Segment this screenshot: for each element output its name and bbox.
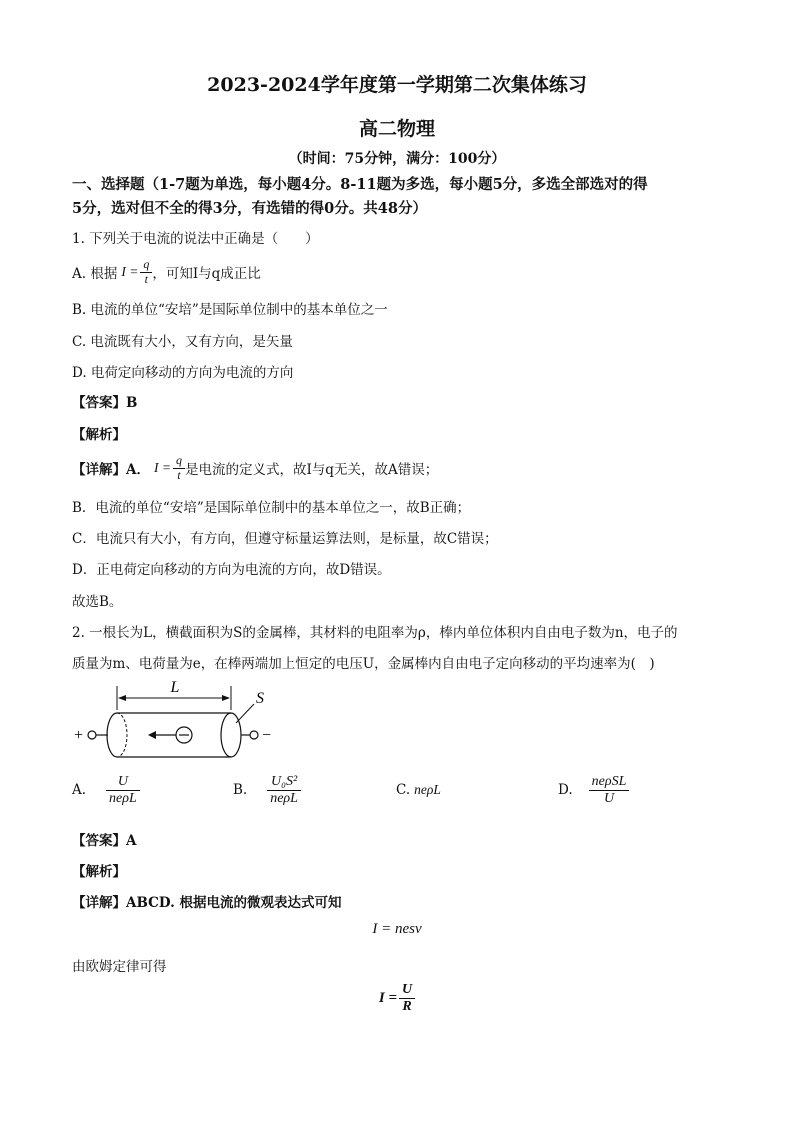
q2-detail bbox=[72, 891, 342, 911]
area-leader-line bbox=[236, 704, 254, 723]
fraction-denominator: t bbox=[144, 271, 148, 286]
label-L: L bbox=[170, 679, 180, 696]
q2-eq2-fraction bbox=[399, 982, 415, 1014]
dimension-arrow-right-icon bbox=[222, 695, 230, 701]
q1-option-d: D. 电荷定向移动的方向为电流的方向 bbox=[72, 365, 294, 381]
q2-option-c-text: neρL bbox=[414, 782, 441, 797]
fraction-numerator: U bbox=[399, 982, 415, 998]
left-terminal-icon bbox=[88, 731, 96, 739]
q2-answer: 【答案】A bbox=[72, 833, 137, 849]
q2-option-d-fraction bbox=[589, 774, 630, 806]
q2-option-a-fraction bbox=[106, 774, 140, 806]
fraction-denominator: neρL bbox=[109, 790, 137, 806]
q2-option-c-label: C. bbox=[396, 782, 411, 798]
q2-ohm-text: 由欧姆定律可得 bbox=[72, 959, 167, 975]
q1-option-b: B. 电流的单位“安培”是国际单位制中的基本单位之一 bbox=[72, 302, 388, 318]
fraction-numerator: neρSL bbox=[589, 774, 630, 790]
exam-title: 2023-2024学年度第一学期第二次集体练习 bbox=[207, 74, 587, 96]
q2-option-b bbox=[233, 768, 301, 812]
q1-option-a-suffix: ，可知I与q成正比 bbox=[152, 266, 261, 282]
q1-detail-a bbox=[72, 450, 438, 486]
q2-stem-line1: 2. 一根长为L，横截面积为S的金属棒，其材料的电阻率为ρ，棒内单位体积内自由电子数为n，电子的 bbox=[72, 625, 678, 641]
q1-analysis-label: 【解析】 bbox=[72, 427, 126, 443]
q2-detail-text: 【详解】ABCD. 根据电流的微观表达式可知 bbox=[72, 895, 342, 911]
rod-left-end-back bbox=[117, 713, 127, 757]
plus-label: + bbox=[74, 727, 84, 744]
q2-equation-ohm bbox=[0, 976, 794, 1020]
label-S: S bbox=[256, 690, 264, 707]
q1-option-a-fraction bbox=[140, 258, 152, 285]
q1-detail-b: B．电流的单位“安培”是国际单位制中的基本单位之一，故B正确； bbox=[72, 500, 471, 516]
fraction-denominator: R bbox=[402, 998, 412, 1014]
section-heading-line2: 5分，选对但不全的得3分，有选错的得0分。共48分） bbox=[72, 200, 427, 217]
fraction-denominator: t bbox=[177, 467, 181, 482]
q1-detail-fraction bbox=[173, 454, 185, 481]
q2-stem-line2: 质量为m、电荷量为e，在棒两端加上恒定的电压U，金属棒内自由电子定向移动的平均速率为( ) bbox=[72, 656, 655, 672]
rod-left-end-front bbox=[107, 713, 117, 757]
q1-detail-prefix: 【详解】A． bbox=[72, 462, 150, 478]
metal-rod-figure bbox=[70, 676, 285, 766]
q2-eq2-lhs: I = bbox=[378, 989, 397, 1006]
fraction-numerator: q bbox=[173, 454, 185, 468]
section-heading-line1: 一、选择题（1-7题为单选，每小题4分。8-11题为多选，每小题5分，多选全部选对的得 bbox=[72, 176, 648, 193]
fraction-denominator: U bbox=[603, 790, 615, 806]
q1-detail-d: D．正电荷定向移动的方向为电流的方向，故D错误。 bbox=[72, 562, 391, 578]
q2-analysis-label: 【解析】 bbox=[72, 864, 126, 880]
q1-option-c: C. 电流既有大小，又有方向，是矢量 bbox=[72, 334, 293, 350]
fraction-numerator: U bbox=[106, 774, 140, 790]
subject-title: 高二物理 bbox=[358, 118, 435, 140]
q1-stem: 1. 下列关于电流的说法中正确是（ ） bbox=[72, 231, 319, 247]
q2-option-a-label: A. bbox=[72, 782, 87, 798]
q1-option-a bbox=[72, 254, 261, 290]
q2-option-b-fraction bbox=[267, 774, 301, 806]
minus-label: − bbox=[262, 727, 272, 744]
q2-option-d-label: D. bbox=[558, 782, 573, 798]
q2-equation-current: I = nesv bbox=[372, 921, 422, 937]
fraction-denominator: neρL bbox=[270, 790, 298, 806]
q2-option-d bbox=[558, 768, 629, 812]
q1-option-a-formula-lhs: I = bbox=[121, 264, 139, 279]
time-info: （时间：75分钟，满分：100分） bbox=[288, 151, 506, 167]
q1-detail-c: C．电流只有大小，有方向，但遵守标量运算法则，是标量，故C错误； bbox=[72, 531, 498, 547]
q1-detail-suffix: 是电流的定义式，故I与q无关，故A错误； bbox=[184, 462, 439, 478]
fraction-numerator: U₀S² bbox=[267, 774, 301, 790]
q1-detail-formula-lhs: I = bbox=[153, 460, 171, 475]
fraction-numerator: q bbox=[140, 258, 152, 272]
q2-option-b-label: B. bbox=[233, 782, 248, 798]
right-terminal-icon bbox=[250, 731, 258, 739]
q2-option-a bbox=[72, 768, 140, 812]
rod-right-end bbox=[221, 713, 241, 757]
drift-arrow-icon bbox=[148, 731, 156, 739]
q1-conclusion: 故选B。 bbox=[72, 594, 123, 610]
dimension-arrow-left-icon bbox=[118, 695, 126, 701]
q1-answer: 【答案】B bbox=[72, 395, 138, 411]
q1-option-a-prefix: A. 根据 bbox=[72, 266, 118, 282]
q2-option-c bbox=[396, 768, 441, 812]
